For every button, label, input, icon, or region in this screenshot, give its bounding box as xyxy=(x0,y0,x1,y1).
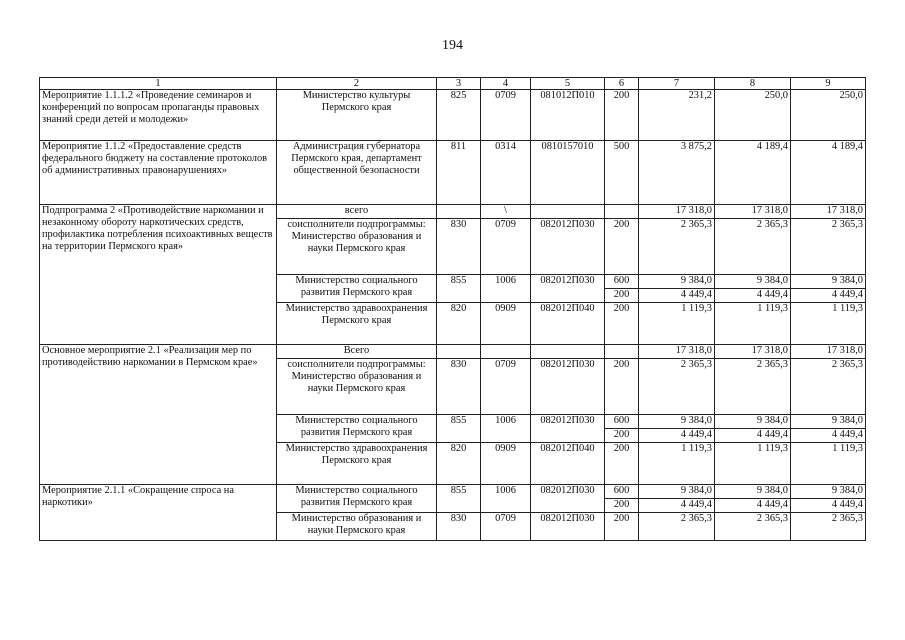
amount-year-1: 2 365,3 xyxy=(639,513,715,541)
ministry-code: 830 xyxy=(437,513,481,541)
executor: Министерство социального развития Пермского края xyxy=(277,485,437,513)
ministry-code xyxy=(437,345,481,359)
amount-year-1: 4 449,4 xyxy=(639,289,715,303)
expense-type: 200 xyxy=(605,429,639,443)
amount-year-1: 1 119,3 xyxy=(639,303,715,345)
target-article: 082012П030 xyxy=(531,219,605,275)
executor: Министерство культуры Пермского края xyxy=(277,90,437,141)
expense-type: 600 xyxy=(605,275,639,289)
ministry-code: 811 xyxy=(437,141,481,205)
amount-year-3: 9 384,0 xyxy=(791,415,866,429)
amount-year-2: 4 449,4 xyxy=(715,499,791,513)
section-code: 1006 xyxy=(481,485,531,513)
target-article: 082012П030 xyxy=(531,275,605,303)
activity-name: Мероприятие 1.1.1.2 «Проведение семинаров и конференций по вопросам пропаганды правовых знаний среди детей и молодежи» xyxy=(40,90,277,141)
amount-year-1: 2 365,3 xyxy=(639,359,715,415)
amount-year-3: 4 449,4 xyxy=(791,429,866,443)
expense-type: 600 xyxy=(605,485,639,499)
target-article: 082012П030 xyxy=(531,513,605,541)
amount-year-1: 1 119,3 xyxy=(639,443,715,485)
executor: соисполнители подпрограммы: Министерство образования и науки Пермского края xyxy=(277,359,437,415)
amount-year-2: 4 449,4 xyxy=(715,429,791,443)
amount-year-2: 17 318,0 xyxy=(715,345,791,359)
table-row xyxy=(40,90,866,141)
expense-type: 200 xyxy=(605,219,639,275)
activity-name: Основное мероприятие 2.1 «Реализация мер по противодействию наркомании в Пермском крае» xyxy=(40,345,277,485)
section-code: 0709 xyxy=(481,219,531,275)
amount-year-1: 9 384,0 xyxy=(639,275,715,289)
section-code: 1006 xyxy=(481,275,531,303)
amount-year-2: 4 189,4 xyxy=(715,141,791,205)
amount-year-1: 4 449,4 xyxy=(639,499,715,513)
section-code: 0909 xyxy=(481,443,531,485)
executor: Министерство социального развития Пермского края xyxy=(277,275,437,303)
amount-year-2: 9 384,0 xyxy=(715,415,791,429)
expense-type: 200 xyxy=(605,289,639,303)
section-code: 0909 xyxy=(481,303,531,345)
column-header: 7 xyxy=(639,78,715,90)
ministry-code: 830 xyxy=(437,219,481,275)
amount-year-1: 2 365,3 xyxy=(639,219,715,275)
amount-year-2: 4 449,4 xyxy=(715,289,791,303)
amount-year-1: 9 384,0 xyxy=(639,485,715,499)
ministry-code: 825 xyxy=(437,90,481,141)
executor: всего xyxy=(277,205,437,219)
section-code: 1006 xyxy=(481,415,531,443)
ministry-code: 830 xyxy=(437,359,481,415)
amount-year-1: 4 449,4 xyxy=(639,429,715,443)
activity-name: Мероприятие 1.1.2 «Предоставление средств федерального бюджету на составление протоколов об административных правонарушениях» xyxy=(40,141,277,205)
amount-year-2: 2 365,3 xyxy=(715,513,791,541)
amount-year-3: 9 384,0 xyxy=(791,275,866,289)
ministry-code: 820 xyxy=(437,443,481,485)
section-code: 0709 xyxy=(481,513,531,541)
executor: соисполнители подпрограммы: Министерство образования и науки Пермского края xyxy=(277,219,437,275)
amount-year-1: 3 875,2 xyxy=(639,141,715,205)
amount-year-1: 231,2 xyxy=(639,90,715,141)
column-header: 3 xyxy=(437,78,481,90)
table-row xyxy=(40,141,866,205)
executor: Министерство здравоохранения Пермского края xyxy=(277,443,437,485)
expense-type xyxy=(605,345,639,359)
column-header: 4 xyxy=(481,78,531,90)
executor: Администрация губернатора Пермского края, департамент общественной безопасности xyxy=(277,141,437,205)
expense-type: 200 xyxy=(605,443,639,485)
target-article xyxy=(531,205,605,219)
target-article xyxy=(531,345,605,359)
column-header: 1 xyxy=(40,78,277,90)
target-article: 082012П030 xyxy=(531,415,605,443)
amount-year-3: 1 119,3 xyxy=(791,443,866,485)
section-code: 0709 xyxy=(481,90,531,141)
amount-year-2: 2 365,3 xyxy=(715,219,791,275)
table-row xyxy=(40,205,866,219)
column-header: 5 xyxy=(531,78,605,90)
expense-type: 200 xyxy=(605,90,639,141)
table-row xyxy=(40,485,866,499)
expense-type xyxy=(605,205,639,219)
section-code: 0314 xyxy=(481,141,531,205)
target-article: 082012П030 xyxy=(531,359,605,415)
amount-year-3: 2 365,3 xyxy=(791,513,866,541)
ministry-code: 855 xyxy=(437,485,481,513)
executor: Министерство социального развития Пермского края xyxy=(277,415,437,443)
amount-year-2: 250,0 xyxy=(715,90,791,141)
budget-table xyxy=(39,77,866,541)
column-header: 2 xyxy=(277,78,437,90)
target-article: 082012П040 xyxy=(531,303,605,345)
column-header: 6 xyxy=(605,78,639,90)
amount-year-3: 4 189,4 xyxy=(791,141,866,205)
target-article: 0810157010 xyxy=(531,141,605,205)
amount-year-3: 17 318,0 xyxy=(791,345,866,359)
amount-year-2: 1 119,3 xyxy=(715,303,791,345)
page-number: 194 xyxy=(442,38,463,53)
ministry-code: 820 xyxy=(437,303,481,345)
activity-name: Подпрограмма 2 «Противодействие наркомании и незаконному обороту наркотических средств, профилактика потребления психоактивных веществ на территории Пермского края» xyxy=(40,205,277,345)
expense-type: 200 xyxy=(605,303,639,345)
expense-type: 500 xyxy=(605,141,639,205)
amount-year-3: 9 384,0 xyxy=(791,485,866,499)
expense-type: 200 xyxy=(605,499,639,513)
target-article: 082012П040 xyxy=(531,443,605,485)
column-header: 8 xyxy=(715,78,791,90)
table-row xyxy=(40,345,866,359)
amount-year-3: 2 365,3 xyxy=(791,359,866,415)
amount-year-2: 17 318,0 xyxy=(715,205,791,219)
executor: Всего xyxy=(277,345,437,359)
amount-year-3: 4 449,4 xyxy=(791,289,866,303)
expense-type: 200 xyxy=(605,513,639,541)
executor: Министерство образования и науки Пермского края xyxy=(277,513,437,541)
expense-type: 200 xyxy=(605,359,639,415)
amount-year-1: 17 318,0 xyxy=(639,205,715,219)
amount-year-3: 1 119,3 xyxy=(791,303,866,345)
expense-type: 600 xyxy=(605,415,639,429)
header-row xyxy=(40,78,866,90)
ministry-code: 855 xyxy=(437,415,481,443)
amount-year-3: 17 318,0 xyxy=(791,205,866,219)
target-article: 081012П010 xyxy=(531,90,605,141)
amount-year-3: 250,0 xyxy=(791,90,866,141)
ministry-code xyxy=(437,205,481,219)
section-code: 0709 xyxy=(481,359,531,415)
target-article: 082012П030 xyxy=(531,485,605,513)
amount-year-3: 2 365,3 xyxy=(791,219,866,275)
amount-year-1: 17 318,0 xyxy=(639,345,715,359)
section-code: \ xyxy=(481,205,531,219)
activity-name: Мероприятие 2.1.1 «Сокращение спроса на наркотики» xyxy=(40,485,277,541)
amount-year-2: 9 384,0 xyxy=(715,275,791,289)
executor: Министерство здравоохранения Пермского края xyxy=(277,303,437,345)
amount-year-2: 2 365,3 xyxy=(715,359,791,415)
amount-year-2: 9 384,0 xyxy=(715,485,791,499)
section-code xyxy=(481,345,531,359)
amount-year-2: 1 119,3 xyxy=(715,443,791,485)
column-header: 9 xyxy=(791,78,866,90)
ministry-code: 855 xyxy=(437,275,481,303)
amount-year-1: 9 384,0 xyxy=(639,415,715,429)
amount-year-3: 4 449,4 xyxy=(791,499,866,513)
